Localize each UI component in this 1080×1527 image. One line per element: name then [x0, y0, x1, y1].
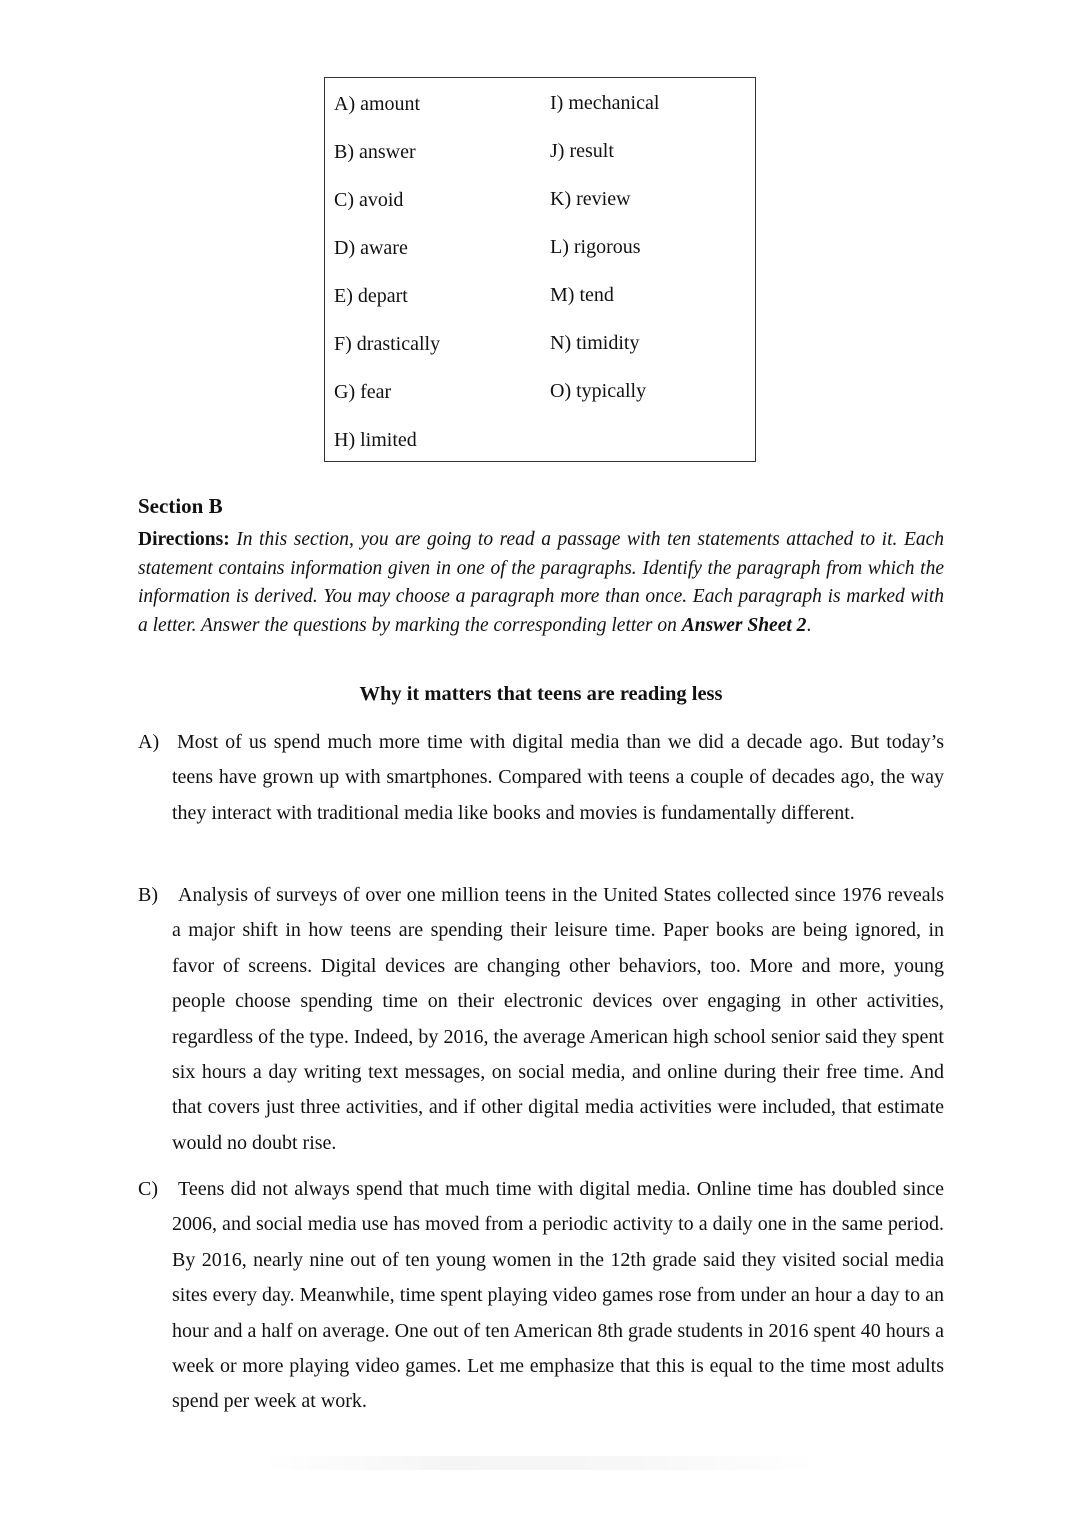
directions-text: In this section, you are going to read a passage with ten statements attached to it. Each statement contains information given in one of the paragraphs. Identify the paragraph from which the information is derived. You may choose a paragraph more than once. Each paragraph is marked with a letter. Answer the questions by marking the corresponding letter on [138, 529, 945, 636]
word-option-i: I) mechanical [550, 92, 660, 114]
word-option-n: N) timidity [550, 332, 640, 354]
word-option-e: E) depart [334, 285, 408, 307]
paragraph-a: Most of us spend much more time with digital media than we did a decade ago. But today’s teens have grown up with smartphones. Compared with teens a couple of decades ago, the way they interact with traditional media like books and movies is fundamentally different. [172, 731, 944, 824]
directions [138, 526, 944, 640]
paragraph-b: Analysis of surveys of over one million teens in the United States collected since 1976 reveals a major shift in how teens are spending their leisure time. Paper books are being ignored, in favor of screens. Digital devices are changing other behaviors, too. More and more, young people choose spending time on their electronic devices over engaging in other activities, regardless of the type. Indeed, by 2016, the average American high school senior said they spent six hours a day writing text messages, on social media, and online during their free time. And that covers just three activities, and if other digital media activities were included, that estimate would no doubt rise. [172, 884, 944, 1154]
directions-label: Directions: [138, 529, 230, 550]
word-option-m: M) tend [550, 284, 614, 306]
paragraph-letter-b: B) [138, 884, 158, 906]
answer-sheet-reference: Answer Sheet 2 [681, 614, 807, 636]
word-option-a: A) amount [334, 93, 421, 115]
word-option-d: D) aware [334, 237, 408, 259]
word-bank-box [324, 77, 756, 462]
word-option-g: G) fear [334, 381, 392, 403]
word-option-j: J) result [550, 140, 614, 162]
word-option-c: C) avoid [334, 189, 404, 211]
section-title: Section B [138, 494, 223, 518]
word-option-k: K) review [550, 188, 631, 210]
word-option-h: H) limited [334, 429, 417, 451]
paragraph-letter-a: A) [138, 731, 160, 753]
footer-smudge [260, 1456, 820, 1470]
word-option-l: L) rigorous [550, 236, 641, 258]
paragraph-letter-c: C) [138, 1178, 158, 1200]
directions-period: . [806, 614, 812, 636]
word-option-b: B) answer [334, 141, 416, 163]
article-title: Why it matters that teens are reading less [359, 683, 723, 705]
word-option-o: O) typically [550, 380, 647, 402]
paragraph-c: Teens did not always spend that much time with digital media. Online time has doubled since 2006, and social media use has moved from a periodic activity to a daily one in the same period. By 2016, nearly nine out of ten young women in the 12th grade said they visited social media sites every day. Meanwhile, time spent playing video games rose from under an hour a day to an hour and a half on average. One out of ten American 8th grade students in 2016 spent 40 hours a week or more playing video games. Let me emphasize that this is equal to the time most adults spend per week at work. [172, 1178, 945, 1413]
word-option-f: F) drastically [334, 333, 441, 355]
